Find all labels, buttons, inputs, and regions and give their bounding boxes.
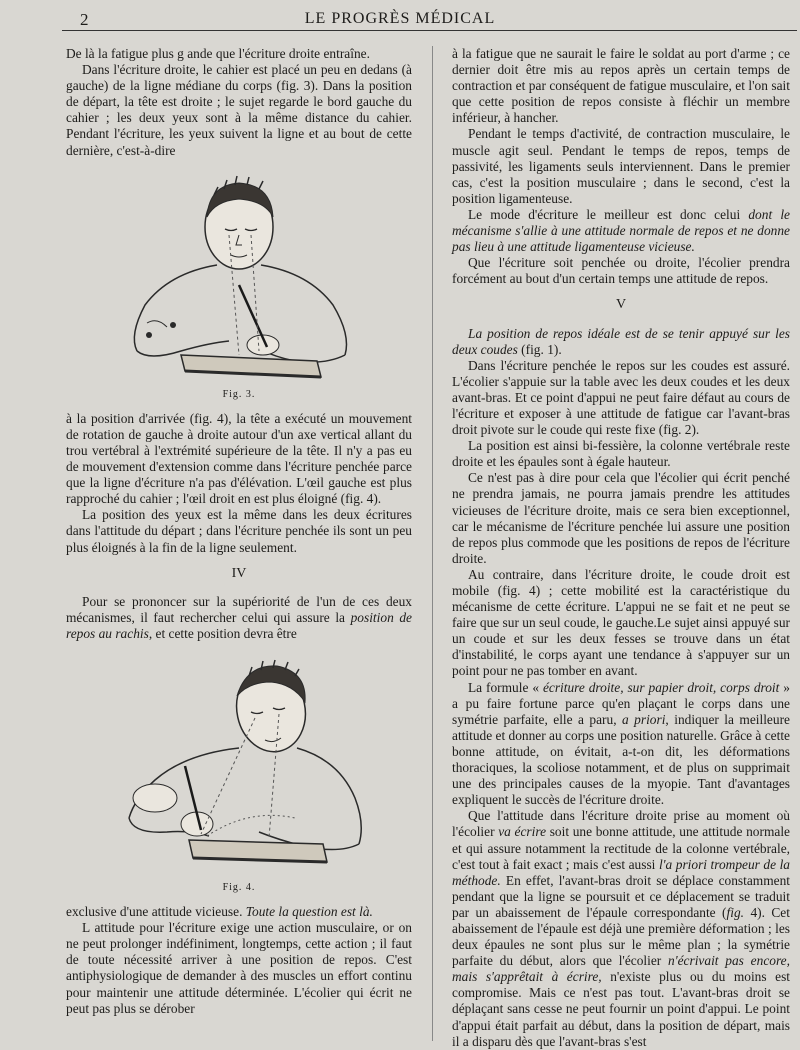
page-number: 2 <box>80 10 89 29</box>
emphasis: a priori <box>622 711 666 727</box>
text-run: Pour se prononcer sur la supériorité de l'un de ces deux mécanismes, il faut rechercher celui qui assure la <box>66 593 412 625</box>
text-run: (fig. 1). <box>521 341 562 357</box>
emphasis: La position de repos idéale est de se tenir appuyé sur les deux coudes <box>452 325 790 357</box>
text-run: 4). Cet abaissement de l'épaule est déjà une première déformation ; les deux épaules ne sont plus sur le même plan ; la symétrie parfaite du début, alors que l'écolier <box>452 904 790 969</box>
paragraph: Ce n'est pas à dire pour cela que l'écolier qui écrit penché ne prendra jamais, ne pourra jamais prendre les attitudes vicieuses de l'écriture droite, mais ce sera bien exceptionnel, car le mécanisme de l'écriture penchée lui assure une position de repos plus commode que les positions de repos de l'écriture droite. <box>452 470 790 566</box>
emphasis: va écrire <box>498 824 547 840</box>
emphasis: dont le mécanisme s'allie à une attitude normale de repos et ne donne pas lieu à une attitude ligamenteuse vicieuse. <box>452 206 790 255</box>
paragraph <box>66 594 412 642</box>
figure-4-caption: Fig. 4. <box>222 881 256 893</box>
paragraph: La position des yeux est la même dans les deux écritures dans l'attitude du départ ; dans l'écriture penchée ils sont un peu plus éloignés à la fin de la ligne seulement. <box>66 507 412 555</box>
figure-4 <box>66 648 412 896</box>
paragraph: à la fatigue que ne saurait le faire le soldat au port d'arme ; ce dernier doit être mis au repos après un certain temps de contraction et par conséquent de fatigue musculaire, et l'on sait que cette position de repos consiste à fléchir un membre inférieur, à hancher. <box>452 46 790 126</box>
paragraph <box>452 207 790 255</box>
text-run: » a pu faire fortune parce qu'en plaçant le corps dans une symétrie parfaite, elle a paru, <box>452 679 790 727</box>
emphasis: position de repos au rachis <box>66 609 413 641</box>
emphasis: fig. <box>726 904 744 920</box>
emphasis: l'a priori trompeur de la méthode. <box>452 856 791 888</box>
emphasis: n'écrivait pas encore, mais s'apprêtait à écrire, <box>452 953 790 985</box>
text-run: , indiquer la meilleure attitude et donner au corps une position naturelle. Grâce à cette bonne attitude, on évitait, a-t-on dit, les déformations thoraciques, la scoliose notamment, et de plus on supprimait une des principales causes de la myopie. Tant d'avantages expliquent le succès de l'écriture droite. <box>452 711 790 808</box>
paragraph: Que l'écriture soit penchée ou droite, l'écolier prendra forcément au bout d'un certain temps une attitude de repos. <box>452 255 790 287</box>
paragraph: La position est ainsi bi-fessière, la colonne vertébrale reste droite et les épaules sont à égale hauteur. <box>452 438 790 470</box>
paragraph: Au contraire, dans l'écriture droite, le coude droit est mobile (fig. 4) ; cette mobilité est la caractéristique du mécanisme de cette écriture. L'appui ne se fait et ne peut se faire que sur un seul coude, le gauche.Le sujet ainsi appuyé sur un coude et sur les deux fesses se trouve dans un état d'instabilité, le corps ayant une tendance à s'appuyer sur un point pour ne pas tomber en avant. <box>452 566 790 679</box>
emphasis: Toute la question est là. <box>245 904 373 920</box>
figure-4-illustration <box>89 648 389 878</box>
text-run: soit une bonne attitude, une attitude normale et qui assure notamment la rectitude de la colonne vertébrale, c'est tout à fait exact ; mais c'est aussi <box>452 824 790 872</box>
text-run: En effet, l'avant-bras droit se déplace constamment pendant que la ligne se poursuit et ce déplacement se traduit par un abaissement de l'épaule correspondante ( <box>452 872 790 920</box>
figure-3-illustration <box>89 165 389 385</box>
text-run: exclusive d'une attitude vicieuse. <box>66 904 243 920</box>
header-rule <box>62 30 797 31</box>
section-heading-v: V <box>615 297 627 313</box>
left-column <box>66 46 412 1017</box>
journal-title: LE PROGRÈS MÉDICAL <box>304 10 496 27</box>
paragraph: Dans l'écriture penchée le repos sur les coudes est assuré. L'écolier s'appuie sur la table avec les deux coudes et les deux avant-bras. Et ce point d'appui ne peut faire défaut au cours de l'écriture et exposer à une attitude de fatigue car l'avant-bras droit pivote sur le coude qui reste fixe (fig. 2). <box>452 357 790 438</box>
column-divider <box>432 46 433 1041</box>
paragraph: Dans l'écriture droite, le cahier est placé un peu en dedans (à gauche) de la ligne médiane du corps (fig. 3). Dans la position de départ, la tête est droite ; le sujet regarde le bord gauche du cahier ; les deux yeux sont à la même distance du cahier. Pendant l'écriture, les yeux suivent la ligne et au bout de cette dernière, c'est-à-dire <box>66 62 412 158</box>
paragraph: De là la fatigue plus g ande que l'écriture droite entraîne. <box>66 46 370 61</box>
paragraph: Pendant le temps d'activité, de contraction musculaire, le muscle agit seul. Pendant le temps de repos, temps de passivité, les ligaments seuls interviennent. Dans le premier cas, c'est la position musculaire ; dans le second, c'est la position ligamenteuse. <box>452 126 790 206</box>
text-run: La formule « <box>468 679 540 695</box>
figure-3 <box>66 165 412 403</box>
paragraph <box>452 808 790 1049</box>
emphasis: écriture droite, sur papier droit, corps droit <box>542 679 780 695</box>
paragraph: à la position d'arrivée (fig. 4), la tête a exécuté un mouvement de rotation de gauche à droite autour d'un axe vertical allant du trou vertébral à l'extrémité supérieure de la tête. Il n'y a pas eu de mouvement d'extension comme dans l'écriture penchée parce que la ligne d'écriture n'a pas d'élévation. L'œil gauche est plus rapproché du cahier ; l'œil droit en est plus éloigné (fig. 4). <box>66 410 412 507</box>
paragraph <box>66 904 412 920</box>
paragraph: L attitude pour l'écriture exige une action musculaire, or on ne peut prolonger indéfiniment, longtemps, cette action ; il faut de toute nécessité arriver à une position de repos. C'est antiphysiologique de demander à des muscles un effort continu pour maintenir une attitude déterminée. L'écolier qui écrit ne peut pas plus se dérober <box>66 920 412 1016</box>
section-heading-iv: IV <box>231 565 247 581</box>
figure-3-caption: Fig. 3. <box>222 388 256 400</box>
text-run: n'existe plus ou du moins est compromise. Mais ce n'est pas tout. L'avant-bras droit se déplaçant sans cesse ne peut fournir un point d'appui. Le point d'appui était parfait au début, dans la position de départ, mais il a disparu dès que l'avant-bras s'est <box>452 969 791 1049</box>
text-run: , et cette position devra être <box>148 625 297 641</box>
text-run: Le mode d'écriture le meilleur est donc celui <box>468 206 741 222</box>
right-column <box>452 46 790 1050</box>
paragraph <box>452 326 790 358</box>
paragraph <box>452 680 790 809</box>
text-run: Que l'attitude dans l'écriture droite prise au moment où l'écolier <box>452 808 790 840</box>
